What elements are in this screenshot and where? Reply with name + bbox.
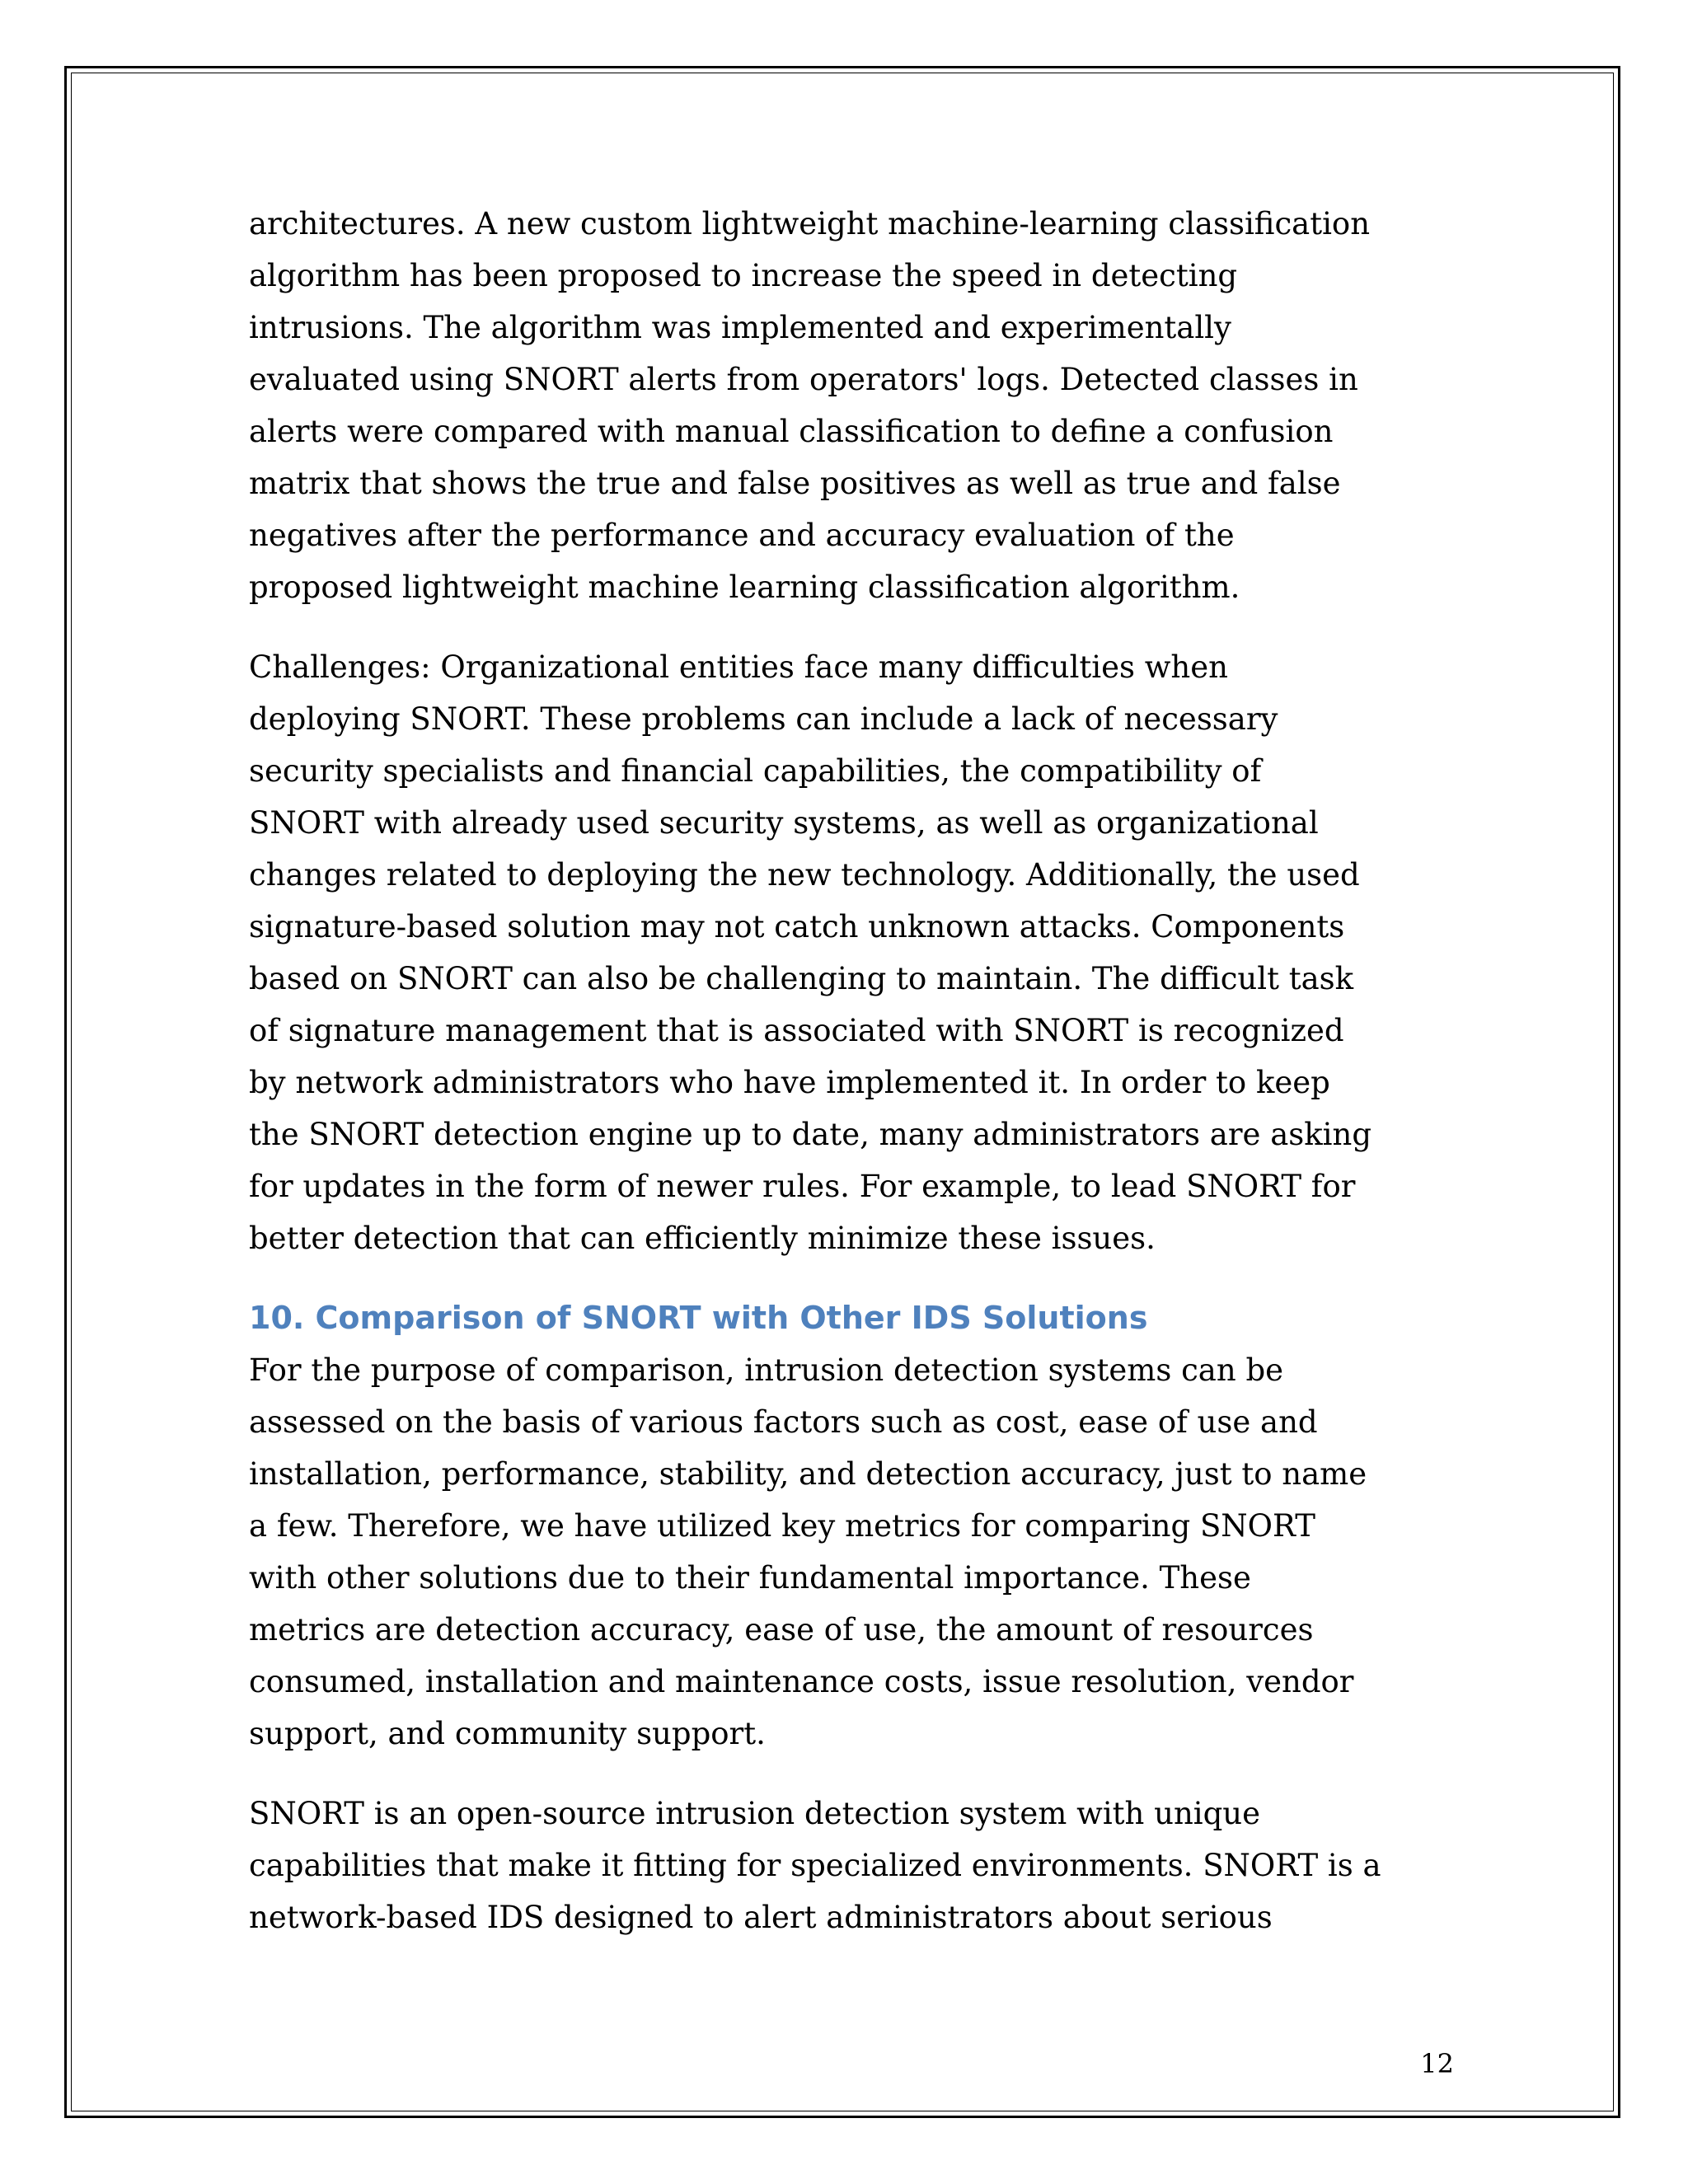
text-line: of signature management that is associated with SNORT is recognized bbox=[249, 1013, 1344, 1048]
text-line: For the purpose of comparison, intrusion detection systems can be bbox=[249, 1352, 1284, 1388]
text-line: evaluated using SNORT alerts from operators' logs. Detected classes in bbox=[249, 362, 1358, 397]
text-line: better detection that can efficiently minimize these issues. bbox=[249, 1221, 1156, 1256]
text-line: consumed, installation and maintenance costs, issue resolution, vendor bbox=[249, 1664, 1354, 1699]
text-line: negatives after the performance and accuracy evaluation of the bbox=[249, 518, 1235, 553]
text-line: Challenges: Organizational entities face many difficulties when bbox=[249, 649, 1228, 685]
text-line: intrusions. The algorithm was implemented and experimentally bbox=[249, 310, 1231, 345]
text-line: the SNORT detection engine up to date, many administrators are asking bbox=[249, 1117, 1372, 1152]
text-line: changes related to deploying the new technology. Additionally, the used bbox=[249, 857, 1360, 893]
text-line: network-based IDS designed to alert administrators about serious bbox=[249, 1900, 1273, 1935]
text-line: assessed on the basis of various factors such as cost, ease of use and bbox=[249, 1404, 1318, 1440]
text-line: metrics are detection accuracy, ease of use, the amount of resources bbox=[249, 1612, 1314, 1647]
paragraph-snort-open-source bbox=[249, 1788, 1485, 1943]
text-line: proposed lightweight machine learning classification algorithm. bbox=[249, 569, 1240, 605]
text-line: architectures. A new custom lightweight machine-learning classification bbox=[249, 206, 1371, 241]
text-line: deploying SNORT. These problems can include a lack of necessary bbox=[249, 701, 1278, 737]
page-content bbox=[249, 198, 1485, 1943]
text-line: support, and community support. bbox=[249, 1716, 766, 1751]
text-line: by network administrators who have implemented it. In order to keep bbox=[249, 1065, 1330, 1100]
page-number: 12 bbox=[1420, 2048, 1454, 2079]
text-line: matrix that shows the true and false positives as well as true and false bbox=[249, 466, 1341, 501]
paragraph-challenges bbox=[249, 641, 1485, 1264]
paragraph-architectures bbox=[249, 198, 1485, 613]
text-line: with other solutions due to their fundamental importance. These bbox=[249, 1560, 1251, 1596]
paragraph-comparison bbox=[249, 1344, 1485, 1760]
text-line: algorithm has been proposed to increase the speed in detecting bbox=[249, 258, 1238, 293]
text-line: security specialists and financial capabilities, the compatibility of bbox=[249, 753, 1262, 789]
text-line: installation, performance, stability, and detection accuracy, just to name bbox=[249, 1456, 1367, 1492]
section-heading: 10. Comparison of SNORT with Other IDS Solutions bbox=[249, 1300, 1148, 1336]
text-line: SNORT is an open-source intrusion detection system with unique bbox=[249, 1796, 1261, 1831]
text-line: based on SNORT can also be challenging to maintain. The difficult task bbox=[249, 961, 1354, 996]
text-line: a few. Therefore, we have utilized key metrics for comparing SNORT bbox=[249, 1508, 1315, 1544]
text-line: signature-based solution may not catch unknown attacks. Components bbox=[249, 909, 1345, 944]
text-line: alerts were compared with manual classification to define a confusion bbox=[249, 414, 1334, 449]
text-line: for updates in the form of newer rules. For example, to lead SNORT for bbox=[249, 1169, 1356, 1204]
text-line: capabilities that make it fitting for specialized environments. SNORT is a bbox=[249, 1848, 1381, 1883]
text-line: SNORT with already used security systems, as well as organizational bbox=[249, 805, 1319, 841]
